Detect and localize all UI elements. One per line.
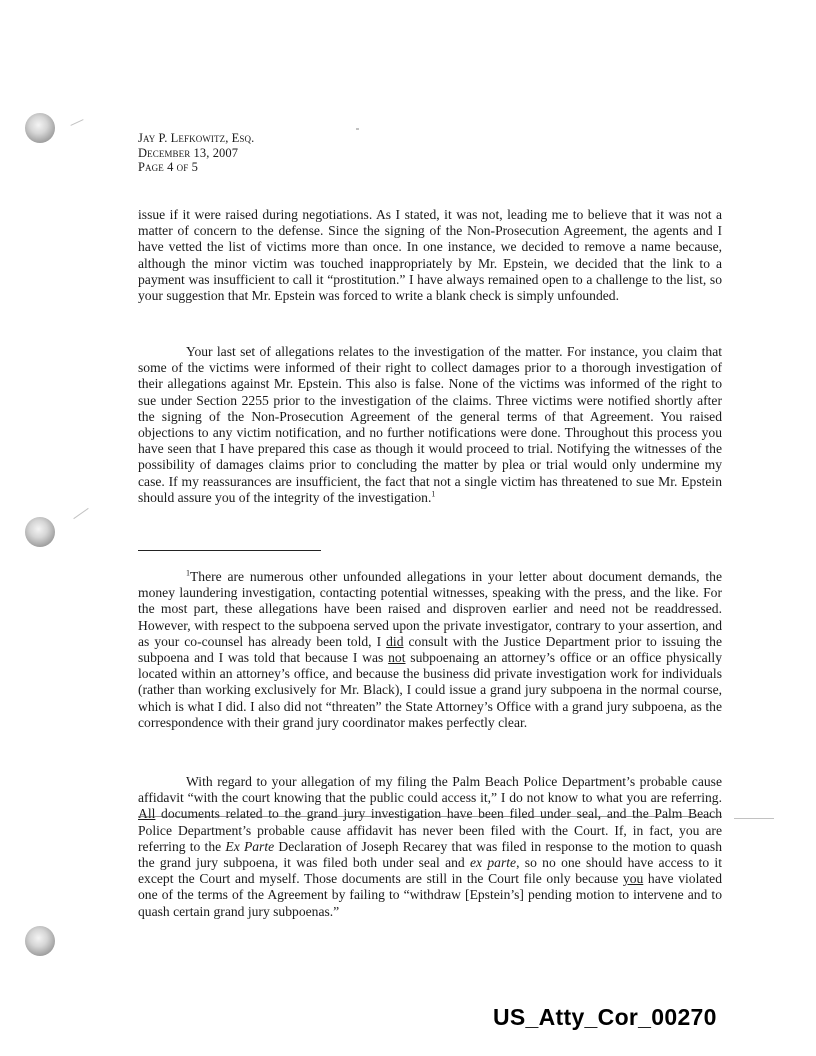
italic-term: Ex Parte — [225, 838, 275, 854]
footnote-run: subpoenaing an attorney’s office or an office physically located within an attorney’s office, and because the business did private investigation work for individuals (rather than working exclusively for Mr. Black), I could issue a grand jury subpoena in the normal course, which is what I did. I also did not “threaten” the State Attorney’s Office with a grand jury subpoena, as the correspondence with their grand jury coordinator makes perfectly clear. — [138, 650, 722, 730]
scan-artifact-line — [138, 816, 722, 817]
italic-term: ex parte — [470, 855, 517, 871]
footnote-paragraph-2 — [138, 774, 722, 920]
scan-speck — [73, 508, 88, 519]
scan-speck — [734, 818, 774, 819]
underlined-word: not — [388, 650, 406, 666]
body-paragraph-1 — [138, 207, 722, 304]
bates-stamp: US_Atty_Cor_00270 — [493, 1004, 717, 1030]
punch-hole-bottom — [25, 926, 55, 956]
footnote-run: consult with the Justice Department prior to issuing the subpoena and I was told that because I was — [138, 633, 722, 666]
paragraph-text: issue if it were raised during negotiations. As I stated, it was not, leading me to believe that it was not a matter of concern to the defense. Since the signing of the Non-Prosecution Agreement, the agents and I have vetted the list of victims more than once. In one instance, we decided to remove a name because, although the minor victim was touched inappropriately by Mr. Epstein, we decided that the link to a payment was insufficient to call it “prostitution.” I have always remained open to a challenge to the list, so your suggestion that Mr. Epstein was forced to write a blank check is simply unfounded. — [138, 207, 722, 304]
scan-speck — [356, 128, 359, 130]
paragraph-text-run: Your last set of allegations relates to the investigation of the matter. For instance, you claim that some of the victims were informed of their right to collect damages prior to a thorough investigation of their allegations against Mr. Epstein. This also is false. None of the victims was informed of the right to sue under Section 2255 prior to the investigation of the claims. Three victims were notified shortly after the signing of the Non-Prosecution Agreement of the general terms of that Agreement. You raised objections to any victim notification, and no further notifications were done. Throughout this process you have seen that I have prepared this case as though it would proceed to trial. Notifying the witnesses of the possibility of damages claims prior to concluding the matter by plea or trial would only undermine my case. If my reassurances are insufficient, the fact that not a single victim has threatened to sue Mr. Epstein should assure you of the integrity of the investigation. — [138, 344, 722, 505]
paragraph-text — [138, 344, 722, 506]
scan-speck — [70, 119, 83, 126]
punch-hole-top — [25, 113, 55, 143]
header-date: December 13, 2007 — [138, 145, 239, 160]
footnote — [138, 569, 722, 731]
header-page-number: Page 4 of 5 — [138, 160, 198, 174]
footnote-text — [138, 569, 722, 731]
underlined-word: did — [386, 633, 404, 649]
punch-hole-middle — [25, 517, 55, 547]
footnote-marker: 1 — [186, 568, 190, 578]
paragraph-run: have violated one of the terms of the Agreement by failing to “withdraw [Epstein’s] pending motion to intervene and to quash certain grand jury subpoenas.” — [138, 871, 722, 919]
body-paragraph-2 — [138, 344, 722, 506]
header-recipient: Jay P. Lefkowitz, Esq. — [138, 131, 255, 145]
paragraph-run: Declaration of Joseph Recarey that was filed in response to the motion to quash the grand jury subpoena, it was filed both under seal and — [138, 838, 723, 871]
underlined-word: All — [138, 806, 156, 822]
footnote-reference: 1 — [431, 489, 436, 499]
paragraph-text — [138, 774, 722, 920]
paragraph-run: , so no one should have access to it except the Court and myself. Those documents are still in the Court file only because — [138, 855, 722, 887]
paragraph-run: With regard to your allegation of my filing the Palm Beach Police Department’s probable cause affidavit “with the court knowing that the public could access it,” I do not know to what you are referring. — [138, 774, 722, 806]
page-header — [138, 131, 254, 175]
paragraph-run: documents related to the grand jury investigation have been filed under seal, and the Palm Beach Police Department’s probable cause affidavit has never been filed with the Court. If, in fact, you are referring to the — [138, 806, 722, 854]
footnote-separator — [138, 550, 321, 551]
footnote-run: There are numerous other unfounded allegations in your letter about document demands, the money laundering investigation, contacting potential witnesses, speaking with the press, and the like. For the most part, these allegations have been raised and disproven earlier and need not be readdressed. However, with respect to the subpoena served upon the private investigator, contrary to your assertion, and as your co-counsel has already been told, I — [138, 569, 722, 649]
underlined-word: you — [622, 871, 644, 887]
